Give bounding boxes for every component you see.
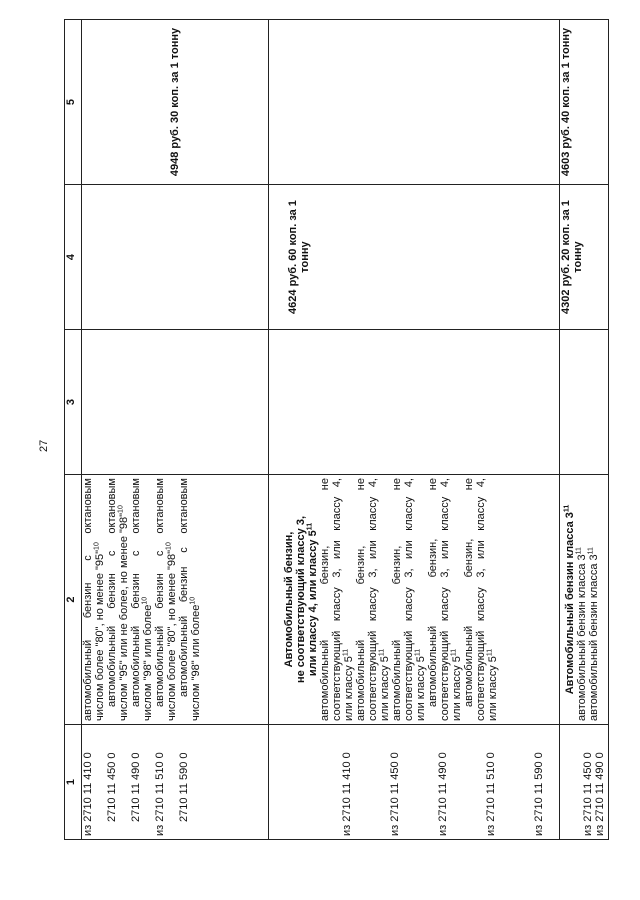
- footnote-ref: 10: [165, 542, 173, 550]
- section-a-row: [82, 20, 269, 840]
- section-a-col4: [82, 185, 269, 330]
- rate-value: 4603 руб. 40 коп. за 1 тонну: [560, 27, 572, 177]
- description: автомобильный бензин с октановым: [106, 478, 118, 707]
- section-b-codes: [269, 725, 560, 840]
- col-header-1: 1: [65, 725, 82, 840]
- section-c-row: [560, 20, 609, 840]
- section-heading: Автомобильный бензин,: [283, 531, 295, 668]
- footnote-ref: 11: [342, 648, 350, 657]
- code: из 2710 11 450 0: [389, 752, 401, 836]
- col-header-2: 2: [65, 475, 82, 725]
- footnote-ref: 11: [486, 648, 494, 657]
- section-b-col4: [269, 185, 560, 330]
- column-number-row: [65, 20, 82, 840]
- section-b-col5: [269, 20, 560, 185]
- footnote-ref: 11: [306, 522, 314, 531]
- col-header-3: 3: [65, 330, 82, 475]
- description: соответствующий классу 3, или классу 4,: [475, 478, 487, 721]
- description: автомобильный бензин, не: [355, 478, 367, 721]
- section-a-codes: [82, 725, 269, 840]
- code: из 2710 11 490 0: [594, 752, 606, 836]
- code: из 2710 11 410 0: [341, 752, 353, 836]
- col-header-5: 5: [65, 20, 82, 185]
- description: числом более "80", но менее "95": [94, 549, 106, 721]
- description: соответствующий классу 3, или классу 4,: [367, 478, 379, 721]
- code: из 2710 11 450 0: [582, 752, 594, 836]
- code: 2710 11 590 0: [178, 752, 190, 822]
- excise-rates-table: [64, 19, 609, 840]
- footnote-ref: 11: [575, 547, 583, 555]
- description: автомобильный бензин с октановым: [82, 478, 94, 721]
- section-a-descriptions: [82, 475, 269, 725]
- footnote-ref: 11: [587, 547, 595, 555]
- section-heading: или классу 4, или классу 5: [307, 530, 319, 677]
- code: из 2710 11 590 0: [533, 752, 545, 836]
- footnote-ref: 11: [378, 648, 386, 657]
- description: автомобильный бензин класса 3: [576, 554, 588, 721]
- description: числом "98" или более: [190, 604, 202, 721]
- description: автомобильный бензин с октановым: [130, 478, 142, 707]
- description: или классу 5: [487, 656, 499, 721]
- description: соответствующий классу 3, или классу 4,: [403, 478, 415, 721]
- description: автомобильный бензин, не: [391, 478, 403, 721]
- section-a-col3: [82, 330, 269, 475]
- rate-value: 4948 руб. 30 коп. за 1 тонну: [169, 27, 181, 177]
- section-c-col4: [560, 185, 609, 330]
- code: из 2710 11 510 0: [154, 752, 166, 836]
- description: числом "98" или более: [142, 604, 154, 721]
- section-b-row: [269, 20, 560, 840]
- section-b-descriptions: [269, 475, 560, 725]
- section-c-col5: [560, 20, 609, 185]
- footnote-ref: 11: [563, 504, 571, 513]
- description: числом "95" или не более, но менее "98": [118, 512, 130, 721]
- code: из 2710 11 510 0: [485, 752, 497, 836]
- description: автомобильный бензин с октановым: [154, 478, 166, 707]
- description: или классу 5: [379, 656, 391, 721]
- description: автомобильный бензин, не: [463, 478, 475, 707]
- code: из 2710 11 490 0: [437, 752, 449, 836]
- footnote-ref: 11: [450, 648, 458, 657]
- description: или классу 5: [415, 656, 427, 721]
- description: автомобильный бензин, не: [427, 478, 439, 707]
- description: или классу 5: [343, 656, 355, 721]
- section-a-col5: [82, 20, 269, 185]
- description: или классу 5: [451, 656, 463, 721]
- footnote-ref: 10: [189, 596, 197, 605]
- code: 2710 11 490 0: [130, 752, 142, 822]
- description: числом более "80", но менее "98": [166, 549, 178, 721]
- description: автомобильный бензин, не: [319, 478, 331, 721]
- description: автомобильный бензин класса 3: [588, 554, 600, 721]
- section-heading: Автомобильный бензин класса 3: [564, 512, 576, 695]
- description: соответствующий классу 3, или классу 4,: [331, 478, 343, 721]
- section-heading: не соответствующий классу 3,: [295, 516, 307, 684]
- rate-value: 4302 руб. 20 коп. за 1 тонну: [560, 200, 584, 314]
- page-number: 27: [38, 439, 50, 452]
- section-c-descriptions: [560, 475, 609, 725]
- rate-value: 4624 руб. 60 коп. за 1 тонну: [287, 200, 311, 314]
- code: 2710 11 450 0: [106, 752, 118, 822]
- description: автомобильный бензин с октановым: [178, 478, 190, 697]
- code: из 2710 11 410 0: [82, 752, 94, 836]
- footnote-ref: 10: [117, 505, 125, 513]
- footnote-ref: 10: [141, 596, 149, 605]
- col-header-4: 4: [65, 185, 82, 330]
- section-c-col3: [560, 330, 609, 475]
- section-c-codes: [560, 725, 609, 840]
- footnote-ref: 11: [414, 648, 422, 657]
- description: соответствующий классу 3, или классу 4,: [439, 478, 451, 721]
- rotated-document-frame: [64, 20, 606, 840]
- footnote-ref: 10: [93, 542, 101, 550]
- section-b-col3: [269, 330, 560, 475]
